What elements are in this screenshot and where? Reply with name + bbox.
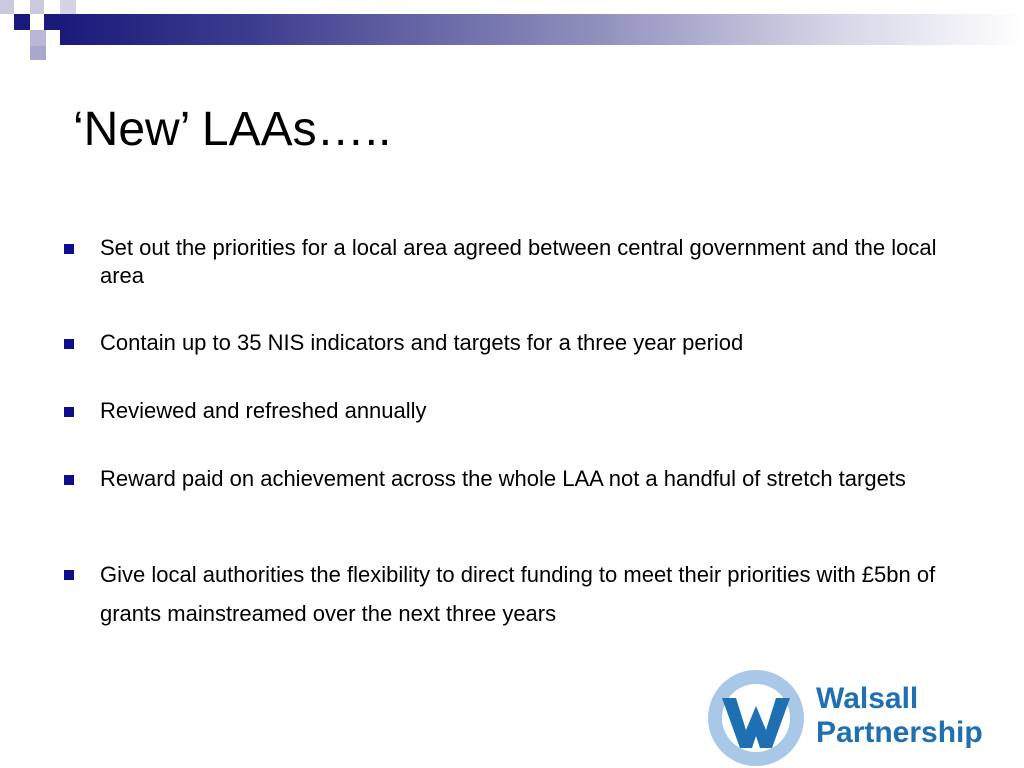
corner-square: [60, 0, 76, 14]
corner-square: [0, 0, 14, 14]
bullet-text: Reward paid on achievement across the whole LAA not a handful of stretch targets: [100, 466, 906, 491]
logo-line-2: Partnership: [816, 716, 983, 749]
logo-text: [816, 682, 983, 750]
header-gradient-bar: [60, 14, 1024, 45]
corner-square: [14, 14, 30, 30]
square-bullet-icon: [64, 407, 74, 417]
corner-square: [0, 30, 14, 46]
slide-title: ‘New’ LAAs…..: [73, 103, 392, 156]
square-bullet-icon: [64, 475, 74, 485]
corner-square: [44, 14, 60, 30]
square-bullet-icon: [64, 570, 74, 580]
corner-square: [30, 0, 44, 14]
corner-square: [30, 30, 46, 46]
corner-square: [30, 46, 46, 60]
square-bullet-icon: [64, 244, 74, 254]
walsall-partnership-logo: [706, 668, 1016, 768]
logo-line-1: Walsall: [816, 682, 919, 715]
bullet-text: Reviewed and refreshed annually: [100, 398, 427, 423]
bullet-text: Set out the priorities for a local area agreed between central government and the local area: [100, 235, 937, 288]
bullet-text: Contain up to 35 NIS indicators and targets for a three year period: [100, 330, 744, 355]
bullet-text: Give local authorities the flexibility to direct funding to meet their priorities with £5bn of grants mainstreamed over the next three years: [100, 562, 936, 626]
square-bullet-icon: [64, 339, 74, 349]
walsall-w-circle-icon: [706, 668, 806, 768]
